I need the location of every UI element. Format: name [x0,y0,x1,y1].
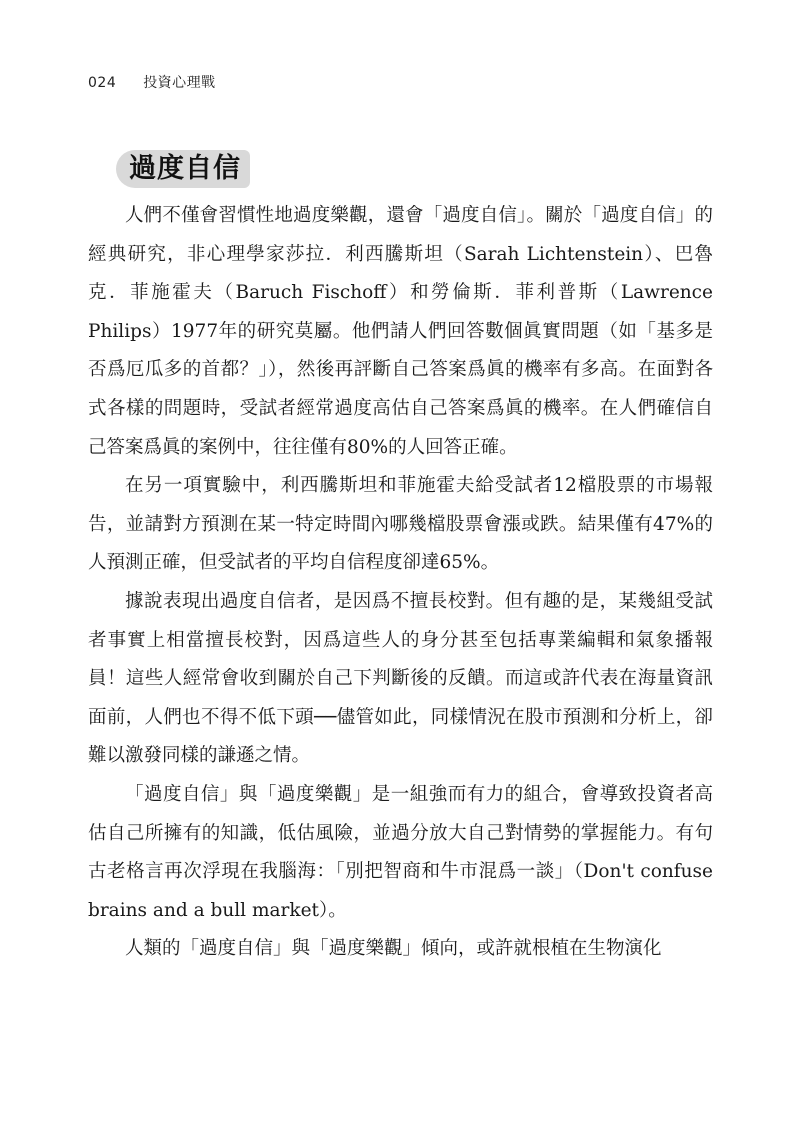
body-text [88,197,713,969]
paragraph: 人們不僅會習慣性地過度樂觀，還會「過度自信」。關於「過度自信」的經典研究，非心理學家莎拉．利西騰斯坦（Sarah Lichtenstein）、巴魯克．菲施霍夫（Baruch Fischoff）和勞倫斯．菲利普斯（Lawrence Philips）1977年的研究莫屬。他們請人們回答數個眞實問題（如「基多是否爲厄瓜多的首都？」），然後再評斷自己答案爲眞的機率有多高。在面對各式各樣的問題時，受試者經常過度高估自己答案爲眞的機率。在人們確信自己答案爲眞的案例中，往往僅有80%的人回答正確。 [88,205,713,458]
paragraph: 人類的「過度自信」與「過度樂觀」傾向，或許就根植在生物演化 [125,938,662,960]
paragraph: 在另一項實驗中，利西騰斯坦和菲施霍夫給受試者12檔股票的市場報告，並請對方預測在某一特定時間內哪幾檔股票會漲或跌。結果僅有47%的人預測正確，但受試者的平均自信程度卻達65%。 [88,475,713,574]
section-heading [116,150,241,188]
section-title: 過度自信 [129,153,241,184]
paragraph: 據說表現出過度自信者，是因爲不擅長校對。但有趣的是，某幾組受試者事實上相當擅長校對，因爲這些人的身分甚至包括專業編輯和氣象播報員！這些人經常會收到關於自己下判斷後的反饋。而這或許代表在海量資訊面前，人們也不得不低下頭──儘管如此，同樣情況在股市預測和分析上，卻難以激發同樣的謙遜之情。 [88,590,713,767]
book-title: 投資心理戰 [143,75,216,91]
paragraph: 「過度自信」與「過度樂觀」是一組強而有力的組合，會導致投資者高估自己所擁有的知識，低估風險，並過分放大自己對情勢的掌握能力。有句古老格言再次浮現在我腦海：「別把智商和牛市混爲一談」（Don't confuse brains and a bull market）。 [88,783,713,921]
running-header [88,72,216,92]
page-number: 024 [88,75,117,91]
